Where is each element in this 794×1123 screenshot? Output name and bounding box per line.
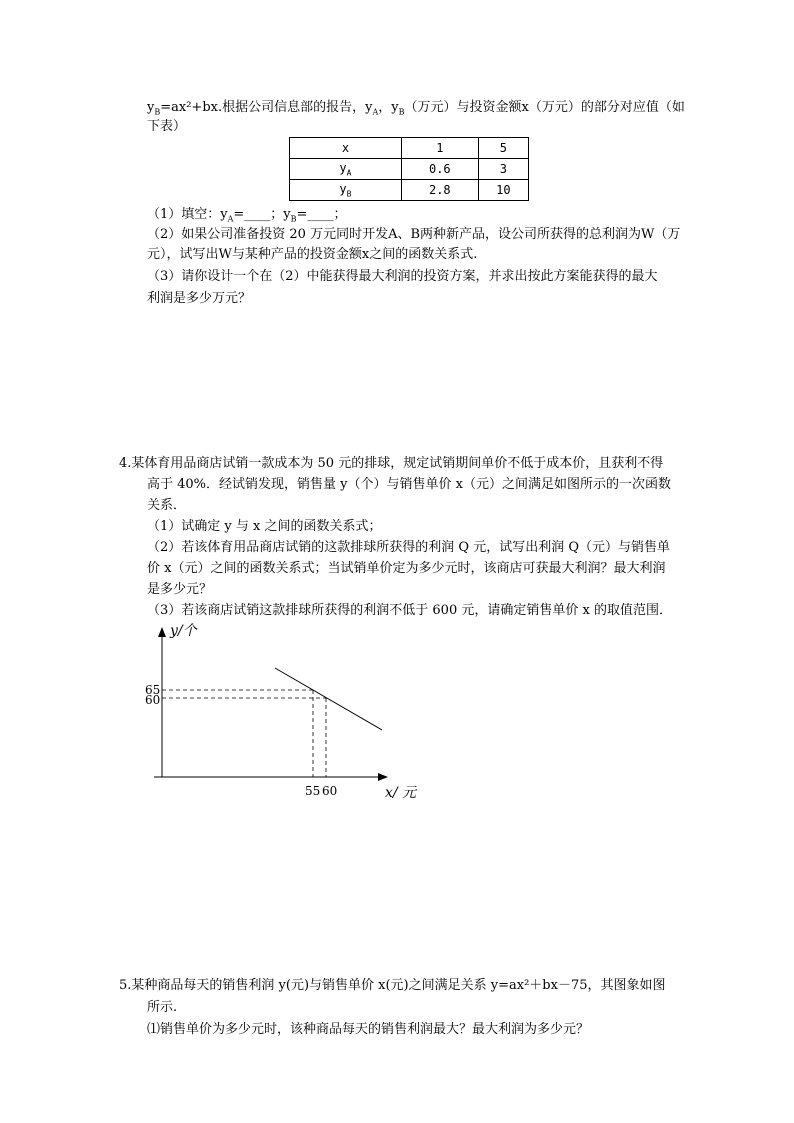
y-tick-label: 60 bbox=[145, 693, 161, 707]
q3-part2-line1: （2）如果公司准备投资 20 万元同时开发A、B两种新产品，设公司所获得的总利润为W（万 bbox=[147, 227, 681, 242]
table-cell: 2.8 bbox=[401, 180, 478, 201]
q3-part1: （1）填空：$y_A=\_\_\_\_$；$y_B=\_\_\_\_$； bbox=[147, 207, 347, 224]
y-axis-label: y/个 bbox=[170, 623, 197, 639]
x-axis-label: x/ 元 bbox=[385, 785, 417, 801]
q5-line-2: 所示. bbox=[147, 1000, 178, 1015]
y-tick-label: 65 bbox=[145, 683, 161, 697]
table-cell: 5 bbox=[478, 138, 528, 159]
linear-function-graph bbox=[140, 615, 430, 810]
table-row bbox=[290, 138, 529, 159]
x-tick-label: 55 bbox=[305, 784, 321, 798]
q4-line-2: 高于 40%．经试销发现，销售量 y（个）与销售单价 x（元）之间满足如图所示的一次函数 bbox=[147, 477, 671, 492]
table-cell: 10 bbox=[478, 180, 528, 201]
q3-part2-line2: 元），试写出W与某种产品的投资金额x之间的函数关系式. bbox=[147, 247, 478, 262]
q3-part3-line1: （3）请你设计一个在（2）中能获得最大利润的投资方案，并求出按此方案能获得的最大 bbox=[147, 269, 658, 284]
q4-line-5: （2）若该体育用品商店试销的这款排球所获得的利润 Q 元，试写出利润 Q（元）与销售单 bbox=[147, 540, 670, 555]
intro-line-2: 下表） bbox=[147, 119, 187, 134]
q5-line-3: ⑴销售单价为多少元时，该种商品每天的销售利润最大？最大利润为多少元？ bbox=[147, 1022, 590, 1037]
table-cell: $y_B$ bbox=[290, 180, 402, 201]
q3-part3-line2: 利润是多少万元？ bbox=[147, 291, 252, 306]
q4-line-8: （3）若该商店试销这款排球所获得的利润不低于 600 元，请确定销售单价 x 的取值范围． bbox=[147, 603, 672, 618]
x-axis-arrow bbox=[378, 773, 388, 781]
table-cell: x bbox=[290, 138, 402, 159]
q4-line-6: 价 x（元）之间的函数关系式；当试销单价定为多少元时，该商店可获最大利润？最大利润 bbox=[147, 561, 666, 576]
table-row bbox=[290, 180, 529, 201]
table-row bbox=[290, 159, 529, 180]
intro-line-1: $y_B=ax^2+bx$.根据公司信息部的报告，$y_A$，$y_B$（万元）与投资金额x（万元）的部分对应值（如 bbox=[147, 100, 685, 117]
table-cell: 0.6 bbox=[401, 159, 478, 180]
function-line bbox=[275, 668, 382, 730]
q4-line-3: 关系． bbox=[147, 498, 187, 513]
q5-line-1: 5.某种商品每天的销售利润 y(元)与销售单价 x(元)之间满足关系 y=ax²＋bx－75，其图象如图 bbox=[119, 978, 666, 993]
table-cell: $y_A$ bbox=[290, 159, 402, 180]
x-tick-label: 60 bbox=[322, 784, 338, 798]
table-cell: 3 bbox=[478, 159, 528, 180]
q4-line-7: 是多少元？ bbox=[147, 582, 213, 597]
y-axis-arrow bbox=[158, 627, 166, 637]
value-table bbox=[289, 137, 529, 201]
q4-line-1: 4.某体育用品商店试销一款成本为 50 元的排球，规定试销期间单价不低于成本价，且获利不得 bbox=[119, 456, 664, 471]
q4-line-4: （1）试确定 y 与 x 之间的函数关系式； bbox=[147, 519, 382, 534]
table-cell: 1 bbox=[401, 138, 478, 159]
